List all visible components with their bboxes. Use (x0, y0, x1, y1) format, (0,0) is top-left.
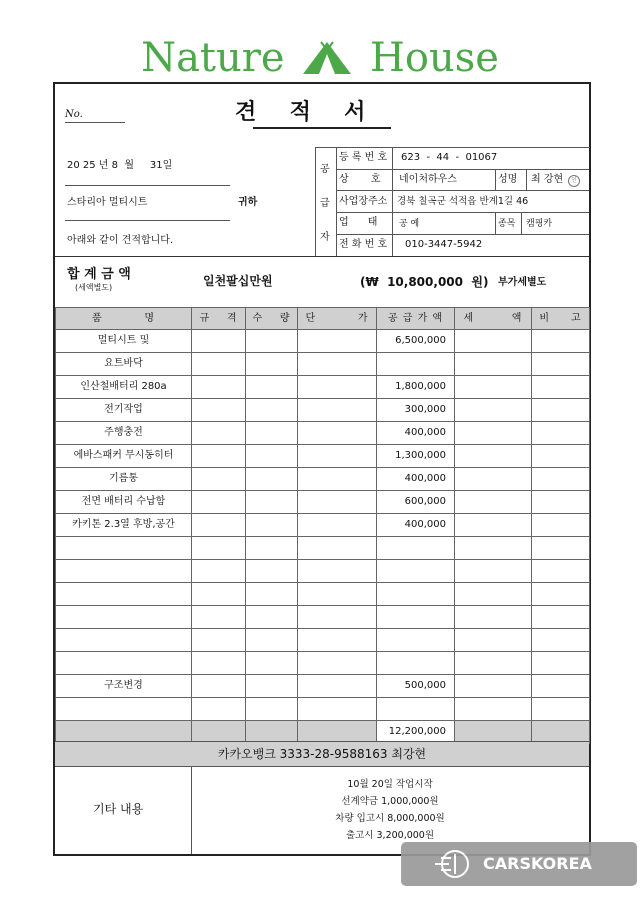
item-name-cell (56, 560, 192, 583)
supply-amount-cell: 1,800,000 (377, 376, 455, 399)
supply-amount-cell: 6,500,000 (377, 330, 455, 353)
title-underline (253, 127, 391, 129)
table-header (56, 308, 590, 330)
seal-mark (568, 175, 580, 187)
etc-label: 기타 내용 (93, 802, 144, 816)
carskorea-watermark (401, 842, 637, 886)
supply-amount-cell (377, 652, 455, 675)
supply-amount-cell (377, 583, 455, 606)
table-row (56, 675, 590, 698)
doc-number-line (65, 122, 125, 123)
table-row (56, 698, 590, 721)
phone-label: 전 화 번 호 (339, 239, 388, 250)
bank-account: 카카오뱅크 3333-28-9588163 최강현 (55, 741, 589, 767)
item-name-cell (56, 698, 192, 721)
logo-word-house: House (369, 35, 499, 81)
business-item-label: 종목 (498, 219, 516, 229)
item-name-cell: 전기작업 (56, 399, 192, 422)
table-row (56, 560, 590, 583)
business-item-value: 캠핑카 (526, 219, 553, 229)
business-type-label: 업 태 (339, 217, 378, 228)
supply-amount-cell: 400,000 (377, 468, 455, 491)
tent-icon (301, 40, 353, 76)
item-name-cell (56, 606, 192, 629)
table-row (56, 422, 590, 445)
business-type-value: 공 예 (399, 219, 420, 229)
carskorea-text: CARSKOREA (483, 854, 592, 873)
total-tax-note: (세액별도) (75, 283, 113, 292)
quote-message: 아래와 같이 견적합니다. (67, 235, 174, 246)
table-row (56, 445, 590, 468)
item-name-cell: 주행충전 (56, 422, 192, 445)
item-name-cell: 기름통 (56, 468, 192, 491)
supplier-char-3: 자 (320, 232, 330, 243)
item-name-cell: 전면 배터리 수납함 (56, 491, 192, 514)
item-name-cell (56, 583, 192, 606)
etc-note: 차량 입고시 8,000,000원 (335, 813, 445, 824)
table-row (56, 514, 590, 537)
quotation-sheet (53, 82, 591, 856)
company-value: 네이처하우스 (399, 174, 457, 185)
supply-amount-cell: 600,000 (377, 491, 455, 514)
company-label: 상 호 (339, 174, 381, 185)
total-amount-korean: 일천팔십만원 (203, 274, 273, 288)
item-name-cell: 구조변경 (56, 675, 192, 698)
item-name-cell: 카키톤 2.3열 후방,공간 (56, 514, 192, 537)
column-header: 수 량 (246, 308, 298, 330)
vat-note: 부가세별도 (498, 277, 547, 288)
address-label: 사업장주소 (339, 196, 388, 207)
supply-amount-cell (377, 698, 455, 721)
date-line (65, 185, 230, 186)
doc-number-label: No. (65, 109, 83, 120)
etc-note: 10월 20일 작업시작 (347, 779, 433, 790)
column-header: 품 명 (56, 308, 192, 330)
items-table (55, 307, 590, 744)
address-value: 경북 칠곡군 석적읍 반계1길 46 (397, 196, 529, 207)
supply-amount-cell: 500,000 (377, 675, 455, 698)
column-header: 비 고 (532, 308, 590, 330)
sum-amount-cell: 12,200,000 (377, 721, 455, 744)
table-row (56, 629, 590, 652)
owner-name-value: 최 강현 (531, 174, 564, 185)
table-row (56, 330, 590, 353)
etc-note: 선계약금 1,000,000원 (341, 796, 439, 807)
item-name-cell: 요트바닥 (56, 353, 192, 376)
nature-house-logo (0, 36, 640, 80)
carskorea-logo-icon (431, 849, 471, 879)
supply-amount-cell (377, 353, 455, 376)
supplier-char-1: 공 (320, 164, 330, 175)
table-row (56, 376, 590, 399)
table-row (56, 353, 590, 376)
supply-amount-cell (377, 606, 455, 629)
supply-amount-cell: 1,300,000 (377, 445, 455, 468)
column-header: 공 급 가 액 (377, 308, 455, 330)
etc-note: 출고시 3,200,000원 (345, 830, 435, 841)
table-row (56, 468, 590, 491)
table-row (56, 606, 590, 629)
client-line (65, 220, 230, 221)
item-name-cell (56, 652, 192, 675)
supply-amount-cell (377, 560, 455, 583)
table-row (56, 652, 590, 675)
table-row (56, 537, 590, 560)
supply-amount-cell (377, 537, 455, 560)
owner-name-label: 성명 (498, 174, 518, 185)
phone-value: 010-3447-5942 (405, 239, 483, 250)
total-band-top (55, 256, 589, 257)
seal-text: 인 (571, 177, 577, 184)
item-name-cell (56, 537, 192, 560)
item-name-cell: 멀티시트 및 (56, 330, 192, 353)
reg-number-label: 등 록 번 호 (339, 152, 388, 163)
item-name-cell (56, 629, 192, 652)
doc-title: 견 적 서 (235, 100, 372, 125)
supplier-char-2: 급 (320, 198, 330, 209)
supply-amount-cell: 400,000 (377, 514, 455, 537)
supply-amount-cell (377, 629, 455, 652)
reg-number-value: 623 - 44 - 01067 (401, 152, 498, 163)
total-amount-label: 합 계 금 액 (67, 267, 131, 282)
etc-notes (191, 776, 589, 844)
item-name-cell: 인산철배터리 280a (56, 376, 192, 399)
supply-amount-cell: 300,000 (377, 399, 455, 422)
supply-amount-cell: 400,000 (377, 422, 455, 445)
column-header: 세 액 (455, 308, 532, 330)
quote-date: 20 25 년 8 월 31일 (67, 160, 173, 171)
client-honorific: 귀하 (238, 197, 258, 208)
column-header: 단 가 (298, 308, 377, 330)
logo-word-nature: Nature (141, 35, 285, 81)
total-amount-number: (₩ 10,800,000 원) (360, 275, 489, 289)
table-row (56, 491, 590, 514)
table-row (56, 399, 590, 422)
column-header: 규 격 (192, 308, 246, 330)
client-name: 스타리아 멀티시트 (67, 197, 148, 208)
item-name-cell: 에바스패커 무시동히터 (56, 445, 192, 468)
table-row (56, 583, 590, 606)
